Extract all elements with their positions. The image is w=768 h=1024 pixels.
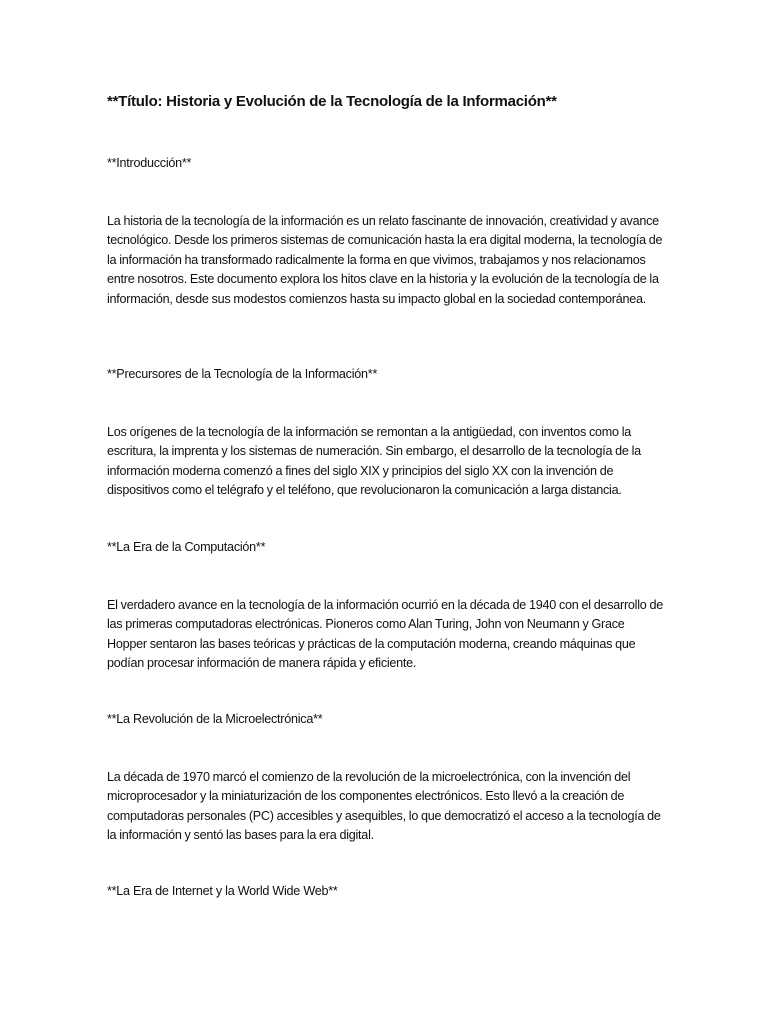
section-paragraph-microelectronica: La década de 1970 marcó el comienzo de la revolución de la microelectrónica, con la invención del microprocesador y la miniaturización de los componentes electrónicos. Esto llevó a la creación de computadoras personales (PC) accesibles y asequibles, lo que democratizó el acceso a la tecnología de la información y sentó las bases para la era digital. (107, 770, 661, 843)
section-paragraph-precursores: Los orígenes de la tecnología de la información se remontan a la antigüedad, con inventos como la escritura, la imprenta y los sistemas de numeración. Sin embargo, el desarrollo de la tecnología de la información moderna comenzó a fines del siglo XIX y principios del siglo XX con la invención de dispositivos como el telégrafo y el teléfono, que revolucionaron la comunicación a larga distancia. (107, 425, 641, 498)
section-heading-precursores: **Precursores de la Tecnología de la Información** (107, 367, 378, 381)
section-heading-internet: **La Era de Internet y la World Wide Web** (107, 884, 338, 898)
section-heading-era-computacion: **La Era de la Computación** (107, 540, 266, 554)
section-paragraph-introduccion: La historia de la tecnología de la información es un relato fascinante de innovación, creatividad y avance tecnológico. Desde los primeros sistemas de comunicación hasta la era digital moderna, la tecnología de la información ha transformado radicalmente la forma en que vivimos, trabajamos y nos relacionamos entre nosotros. Este documento explora los hitos clave en la historia y la evolución de la tecnología de la información, desde sus modestos comienzos hasta su impacto global en la sociedad contemporánea. (107, 214, 663, 306)
section-paragraph-era-computacion: El verdadero avance en la tecnología de la información ocurrió en la década de 1940 con el desarrollo de las primeras computadoras electrónicas. Pioneros como Alan Turing, John von Neumann y Grace Hopper sentaron las bases teóricas y prácticas de la computación moderna, creando máquinas que podían procesar información de manera rápida y eficiente. (107, 598, 663, 671)
document-title: **Título: Historia y Evolución de la Tecnología de la Información** (107, 93, 557, 110)
section-heading-microelectronica: **La Revolución de la Microelectrónica** (107, 712, 323, 726)
section-heading-introduccion: **Introducción** (107, 156, 192, 170)
